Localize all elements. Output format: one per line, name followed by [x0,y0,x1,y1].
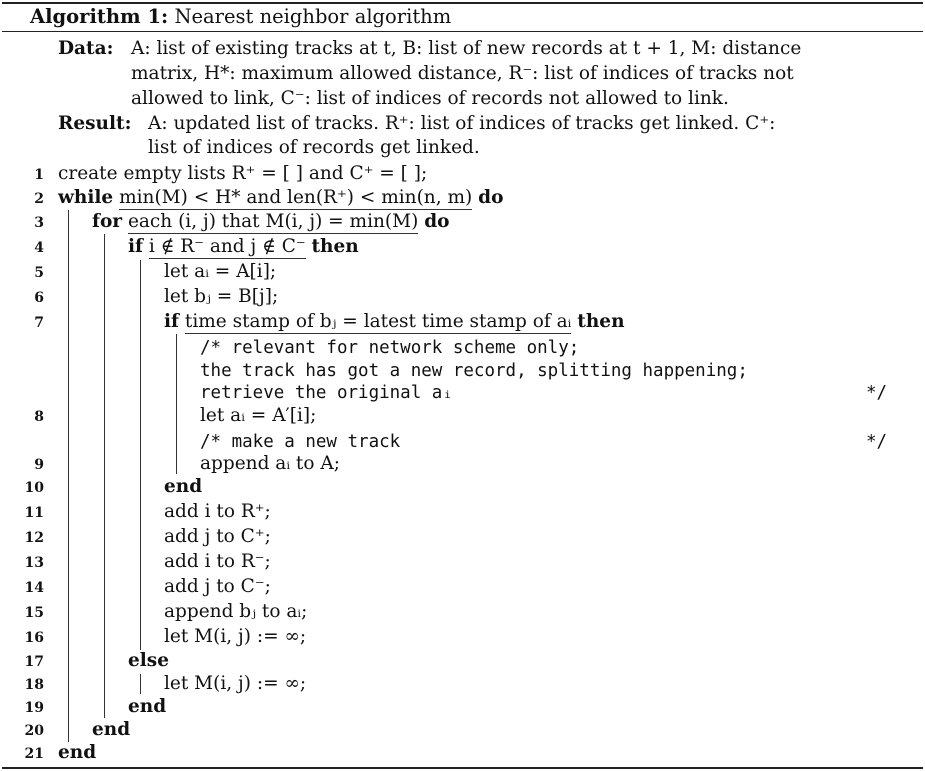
line-text: let M(i, j) := ∞; [164,673,307,694]
keyword-if: if [164,311,179,332]
line-text: let M(i, j) := ∞; [164,626,307,647]
line-text [92,211,449,232]
line-number: 9 [34,457,44,473]
line-text: append aᵢ to A; [200,453,340,474]
keyword-if: if [128,236,143,257]
if-condition: time stamp of bⱼ = latest time stamp of aᵢ [184,311,572,332]
algo-line-16 [0,626,925,650]
algo-line-14 [0,576,925,600]
line-text: add i to R⁻; [164,551,271,572]
for-condition: each (i, j) that M(i, j) = min(M) [127,211,419,232]
keyword-do: do [478,187,504,208]
comment-line-3 [0,381,925,405]
keyword-end: end [128,696,167,717]
keyword-do: do [424,211,450,232]
keyword-end: end [92,719,131,740]
line-text: create empty lists R⁺ = [ ] and C⁺ = [ ]; [58,163,428,184]
algo-line-4 [0,236,925,260]
while-condition: min(M) < H* and len(R⁺) < min(n, m) [119,187,473,208]
line-number: 4 [34,240,44,256]
comment-text: retrieve the original aᵢ [200,383,453,403]
comment-text: /* relevant for network scheme only; [200,338,580,358]
data-line-1: A: list of existing tracks at t, B: list of new records at t + 1, M: distance [131,38,802,59]
line-number: 13 [24,555,44,571]
algo-line-3 [0,211,925,235]
keyword-while: while [58,187,114,208]
algo-line-13 [0,551,925,575]
algo-line-18 [0,673,925,697]
algo-line-12 [0,526,925,550]
algo-line-19 [0,696,925,720]
line-number: 3 [34,215,44,231]
algo-line-21 [0,742,925,766]
algo-line-5 [0,261,925,285]
comment-line-2 [0,359,925,383]
algo-line-6 [0,286,925,310]
keyword-for: for [92,211,123,232]
line-number: 21 [24,746,44,762]
line-text [58,187,503,208]
algo-line-1 [0,163,925,187]
if-condition: i ∉ R⁻ and j ∉ C⁻ [148,236,306,257]
algorithm-caption [30,5,451,28]
line-number: 16 [24,630,44,646]
keyword-then: then [577,311,625,332]
algo-line-8 [0,405,925,429]
line-text: add j to C⁻; [164,576,271,597]
line-text: add i to R⁺; [164,501,271,522]
line-text: add j to C⁺; [164,526,271,547]
line-text: let bⱼ = B[j]; [164,286,279,307]
comment-text: /* make a new track [200,432,401,452]
top-rule [2,2,923,4]
line-number: 20 [24,723,44,739]
result-line-1: A: updated list of tracks. R⁺: list of indices of tracks get linked. C⁺: [148,113,776,134]
line-number: 14 [24,580,44,596]
result-label-line [58,113,131,134]
line-text [164,311,625,332]
line-number: 7 [34,315,44,331]
caption-label: Algorithm 1: [30,5,169,28]
line-number: 19 [24,700,44,716]
comment-end: */ [866,432,888,452]
line-number: 10 [24,480,44,496]
line-number: 15 [24,605,44,621]
line-number: 12 [24,530,44,546]
comment-line-4 [0,430,925,454]
algo-line-7 [0,311,925,335]
line-number: 5 [34,265,44,281]
line-number: 18 [24,677,44,693]
data-label-line [58,38,113,59]
algo-line-10 [0,476,925,500]
line-number: 8 [34,409,44,425]
data-label: Data: [58,38,114,59]
line-text: let aᵢ = A[i]; [164,261,277,282]
caption-rule [2,31,923,32]
algo-line-15 [0,601,925,625]
line-text: let aᵢ = A′[i]; [200,405,317,426]
result-line-2: list of indices of records get linked. [148,137,480,158]
line-number: 2 [34,191,44,207]
algo-line-11 [0,501,925,525]
data-line-2: matrix, H*: maximum allowed distance, R⁻: list of indices of tracks not [131,63,794,84]
algo-line-17 [0,650,925,674]
comment-line-1 [0,336,925,360]
line-text: append bⱼ to aᵢ; [164,601,308,622]
algo-line-2 [0,187,925,211]
keyword-end: end [164,476,203,497]
line-number: 17 [24,654,44,670]
keyword-else: else [128,650,169,671]
line-number: 6 [34,290,44,306]
algo-line-9 [0,453,925,477]
keyword-then: then [311,236,359,257]
algo-line-20 [0,719,925,743]
keyword-end: end [58,742,97,763]
result-label: Result: [58,113,132,134]
caption-title: Nearest neighbor algorithm [174,5,452,28]
line-text [128,236,359,257]
comment-end: */ [866,383,888,403]
comment-text: the track has got a new record, splitting happening; [200,361,748,381]
bottom-rule [2,767,923,769]
line-number: 1 [34,167,44,183]
line-number: 11 [24,505,44,521]
data-line-3: allowed to link, C⁻: list of indices of records not allowed to link. [131,88,729,109]
